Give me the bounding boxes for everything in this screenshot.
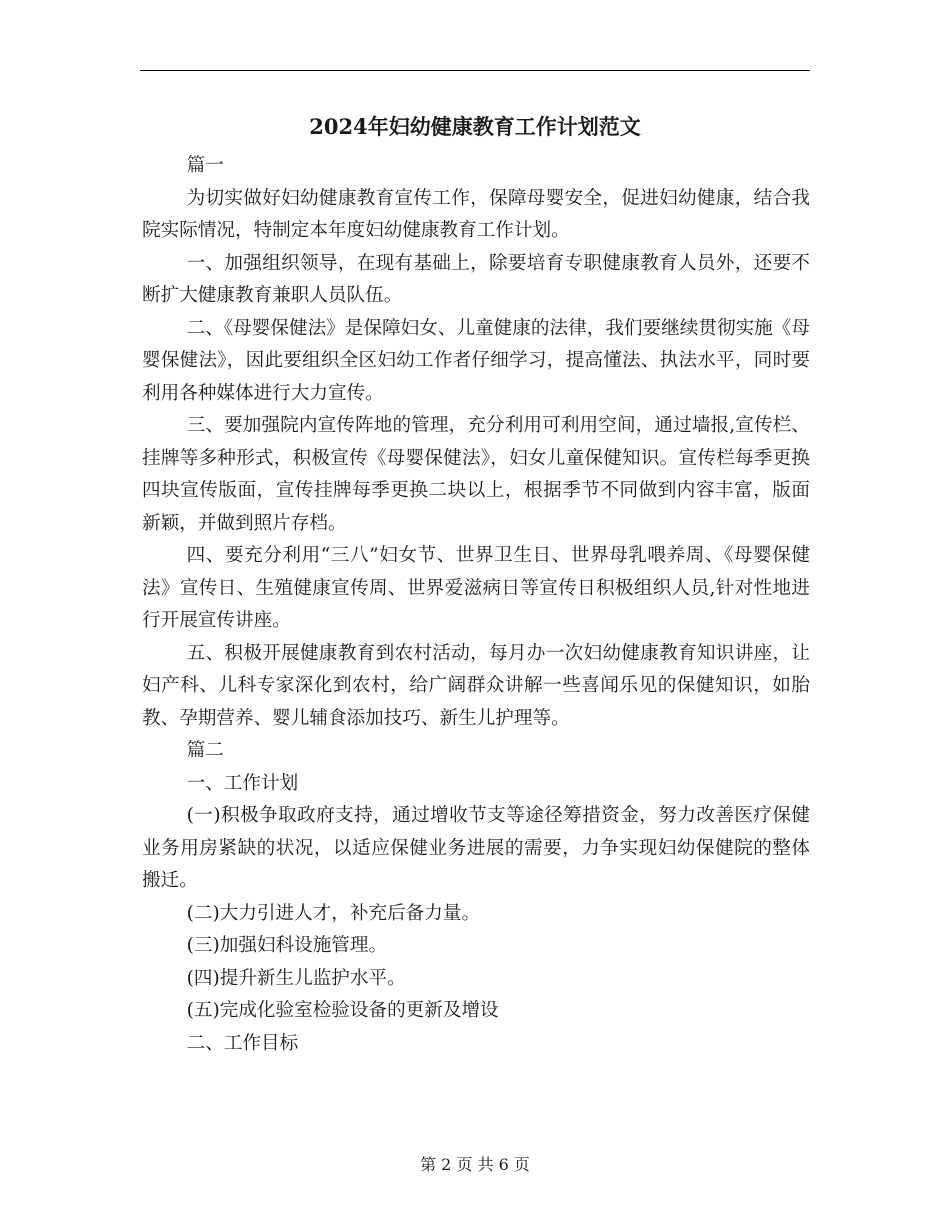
document-title: 2024年妇幼健康教育工作计划范文 [309,114,641,139]
subsection-heading: 二、工作目标 [186,1032,299,1054]
section-heading: 篇一 [186,155,224,176]
list-item: (一)积极争取政府支持，通过增收节支等途径筹措资金，努力改善医疗保健业务用房紧缺的状况，以适应保健业务进展的需要，力争实现妇幼保健院的整体搬迁。 [142,805,810,891]
paragraph: 二、《母婴保健法》是保障妇女、儿童健康的法律，我们要继续贯彻实施《母婴保健法》，因此要组织全区妇幼工作者仔细学习，提高懂法、执法水平，同时要利用各种媒体进行大力宣传。 [142,317,810,404]
subsection-heading: 一、工作计划 [186,772,299,794]
paragraph: 一、加强组织领导，在现有基础上，除要培育专职健康教育人员外，还要不断扩大健康教育兼职人员队伍。 [142,252,810,306]
page-number-label: 第 2 页 共 6 页 [420,1155,530,1174]
list-item: (五)完成化验室检验设备的更新及增设 [186,1000,499,1021]
section-heading: 篇二 [186,740,224,761]
paragraph: 为切实做好妇幼健康教育宣传工作，保障母婴安全，促进妇幼健康，结合我院实际情况，特制定本年度妇幼健康教育工作计划。 [142,187,810,241]
document-body [142,150,810,1060]
list-item: (三)加强妇科设施管理。 [186,935,388,956]
header-rule [140,70,810,71]
paragraph: 五、积极开展健康教育到农村活动，每月办一次妇幼健康教育知识讲座，让妇产科、儿科专家深化到农村，给广阔群众讲解一些喜闻乐见的保健知识，如胎教、孕期营养、婴儿辅食添加技巧、新生儿护理等。 [142,642,810,729]
page-footer [0,1153,950,1177]
list-item: (四)提升新生儿监护水平。 [186,967,406,989]
paragraph: 四、要充分利用“三八”妇女节、世界卫生日、世界母乳喂养周、《母婴保健法》宣传日、生殖健康宣传周、世界爱滋病日等宣传日积极组织人员,针对性地进行开展宣传讲座。 [142,545,810,631]
list-item: (二)大力引进人才，补充后备力量。 [186,902,481,924]
paragraph: 三、要加强院内宣传阵地的管理，充分利用可利用空间，通过墙报,宣传栏、挂牌等多种形式，积极宣传《母婴保健法》，妇女儿童保健知识。宣传栏每季更换四块宣传版面，宣传挂牌每季更换二块以上，根据季节不同做到内容丰富，版面新颖，并做到照片存档。 [142,415,810,534]
